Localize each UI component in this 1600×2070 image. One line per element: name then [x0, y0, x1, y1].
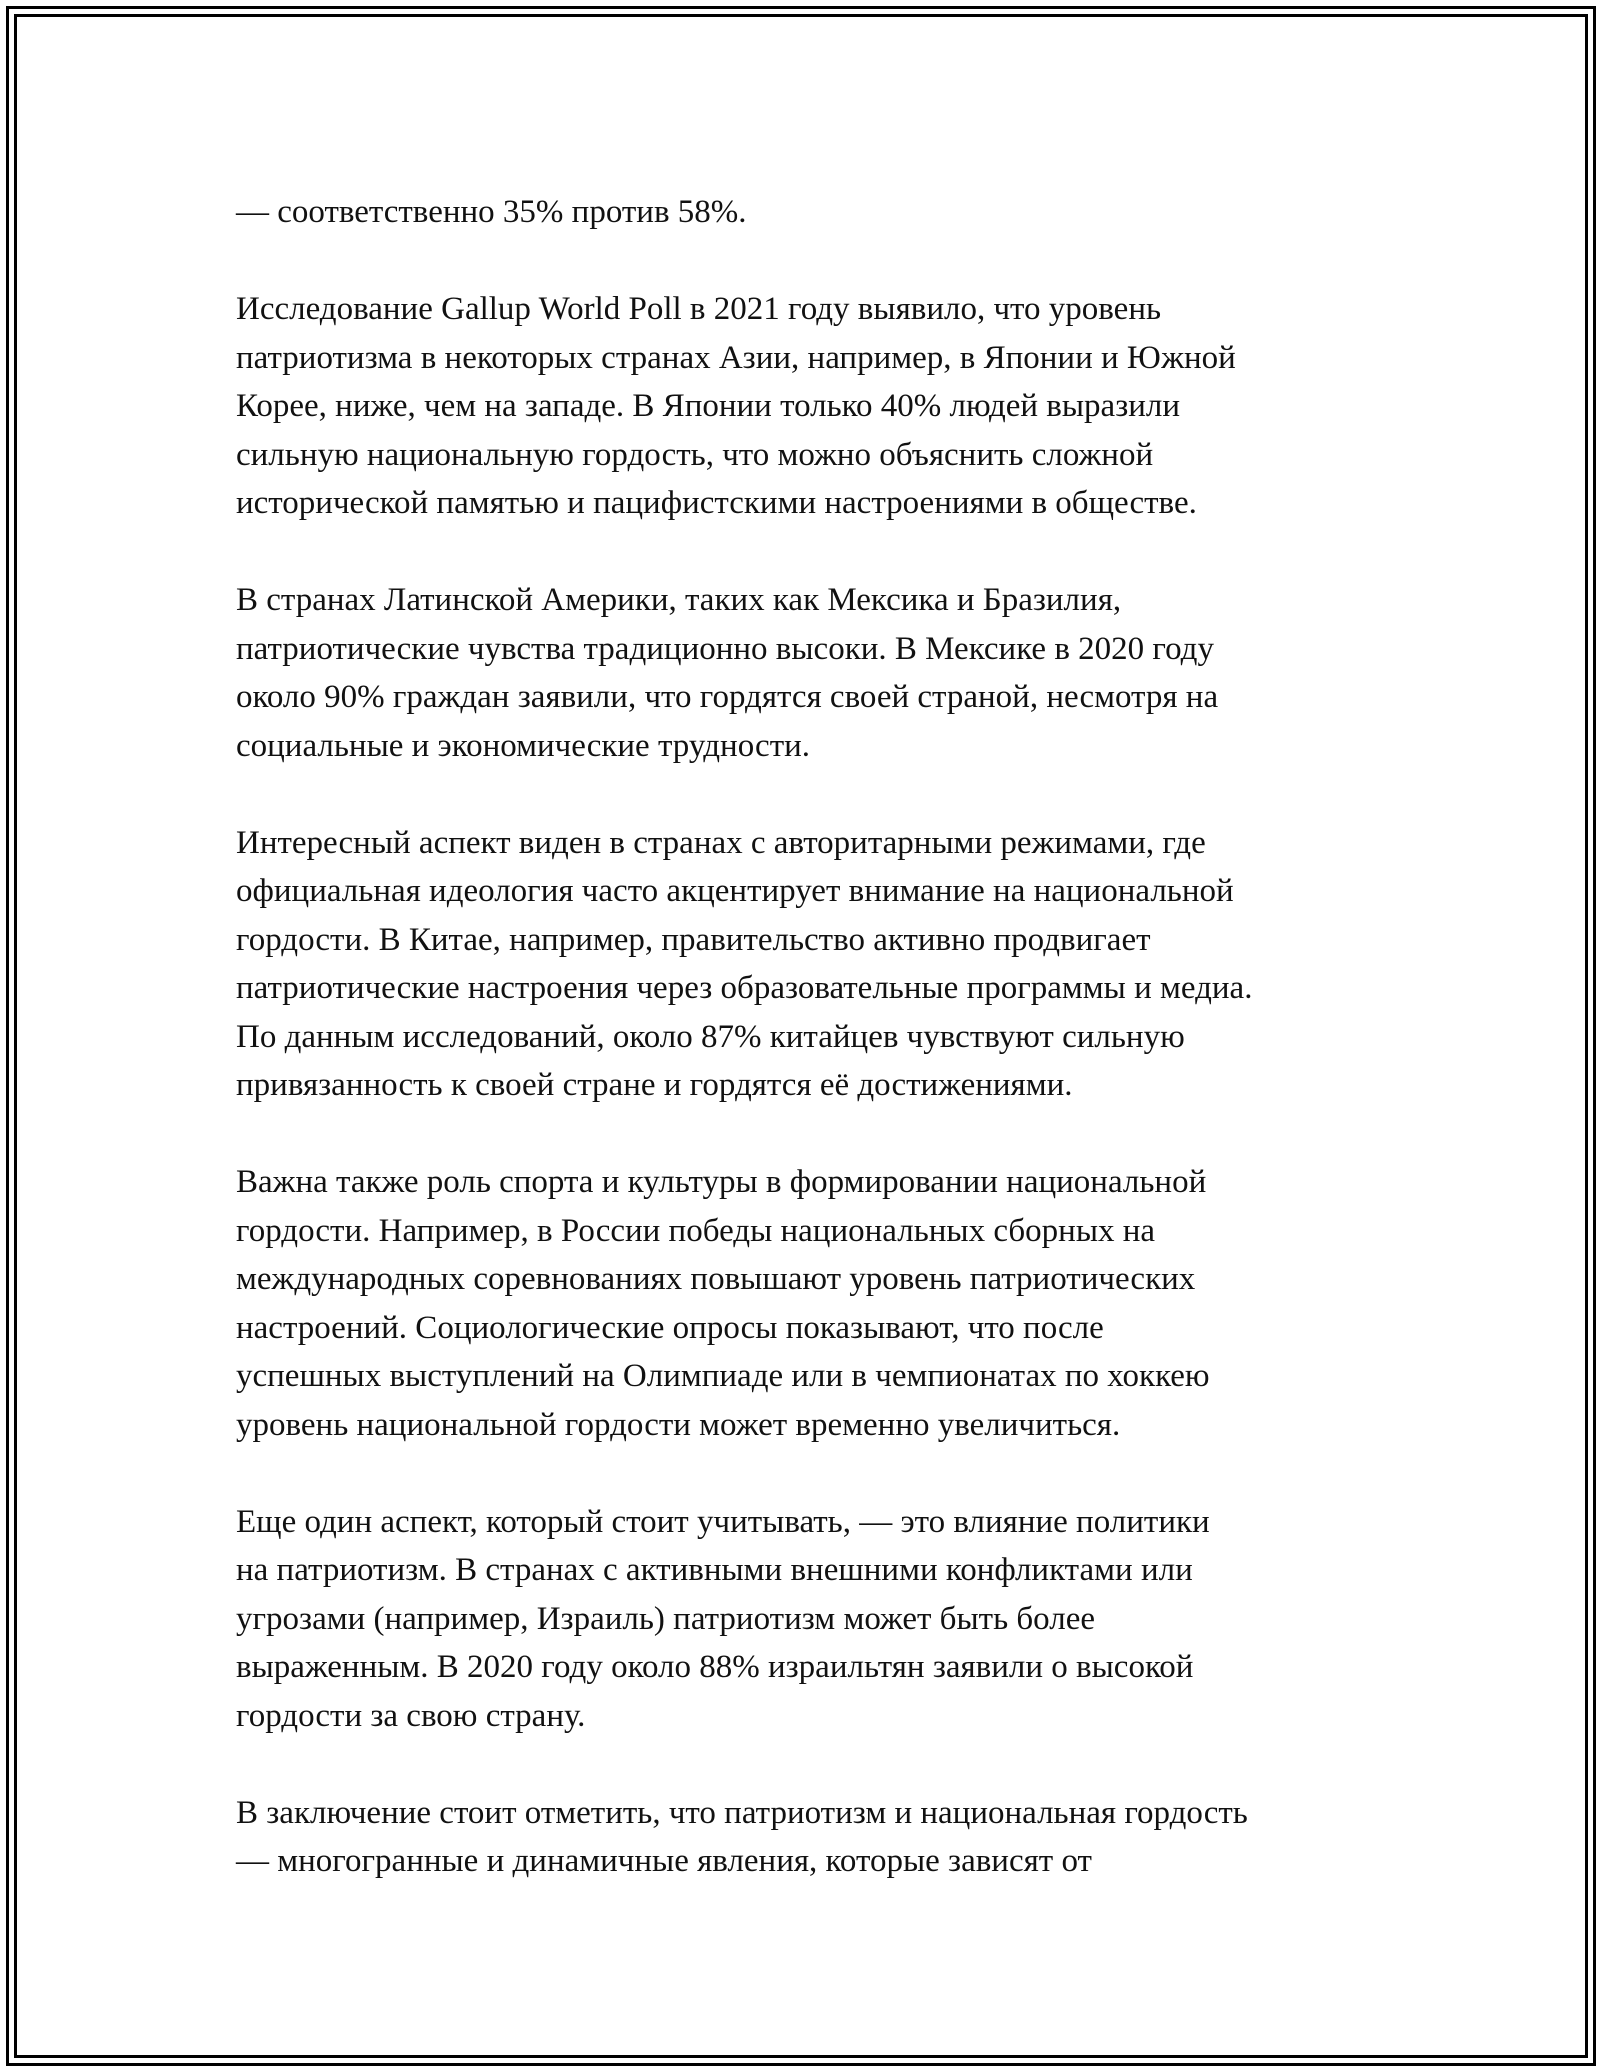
- paragraph-authoritarian: Интересный аспект виден в странах с авторитарными режимами, где официальная идеология часто акцентирует внимание на национальной гордости. В Китае, например, правительство активно продвигает патриотические настроения через образовательные программы и медиа. По данным исследований, около 87% китайцев чувствуют сильную привязанность к своей стране и гордятся её достижениями.: [236, 824, 1253, 1103]
- paragraph-continuation: — соответственно 35% против 58%.: [236, 194, 747, 230]
- paragraph-conclusion: В заключение стоит отметить, что патриотизм и национальная гордость — многогранные и динамичные явления, которые зависят от: [236, 1794, 1248, 1879]
- paragraph-sport-culture: Важна также роль спорта и культуры в формировании национальной гордости. Например, в России победы национальных сборных на международных соревнованиях повышают уровень патриотических настроений. Социологические опросы показывают, что после успешных выступлений на Олимпиаде или в чемпионатах по хоккею уровень национальной гордости может временно увеличиться.: [236, 1164, 1210, 1443]
- document-body: [236, 188, 1376, 1886]
- paragraph-latin-america: В странах Латинской Америки, таких как Мексика и Бразилия, патриотические чувства традиционно высоки. В Мексике в 2020 году около 90% граждан заявили, что гордятся своей страной, несмотря на социальные и экономические трудности.: [236, 582, 1219, 764]
- paragraph-politics: Еще один аспект, который стоит учитывать, — это влияние политики на патриотизм. В странах с активными внешними конфликтами или угрозами (например, Израиль) патриотизм может быть более выраженным. В 2020 году около 88% израильтян заявили о высокой гордости за свою страну.: [236, 1503, 1210, 1734]
- paragraph-asia: Исследование Gallup World Poll в 2021 году выявило, что уровень патриотизма в некоторых странах Азии, например, в Японии и Южной Корее, ниже, чем на западе. В Японии только 40% людей выразили сильную национальную гордость, что можно объяснить сложной исторической памятью и пацифистскими настроениями в обществе.: [236, 291, 1236, 521]
